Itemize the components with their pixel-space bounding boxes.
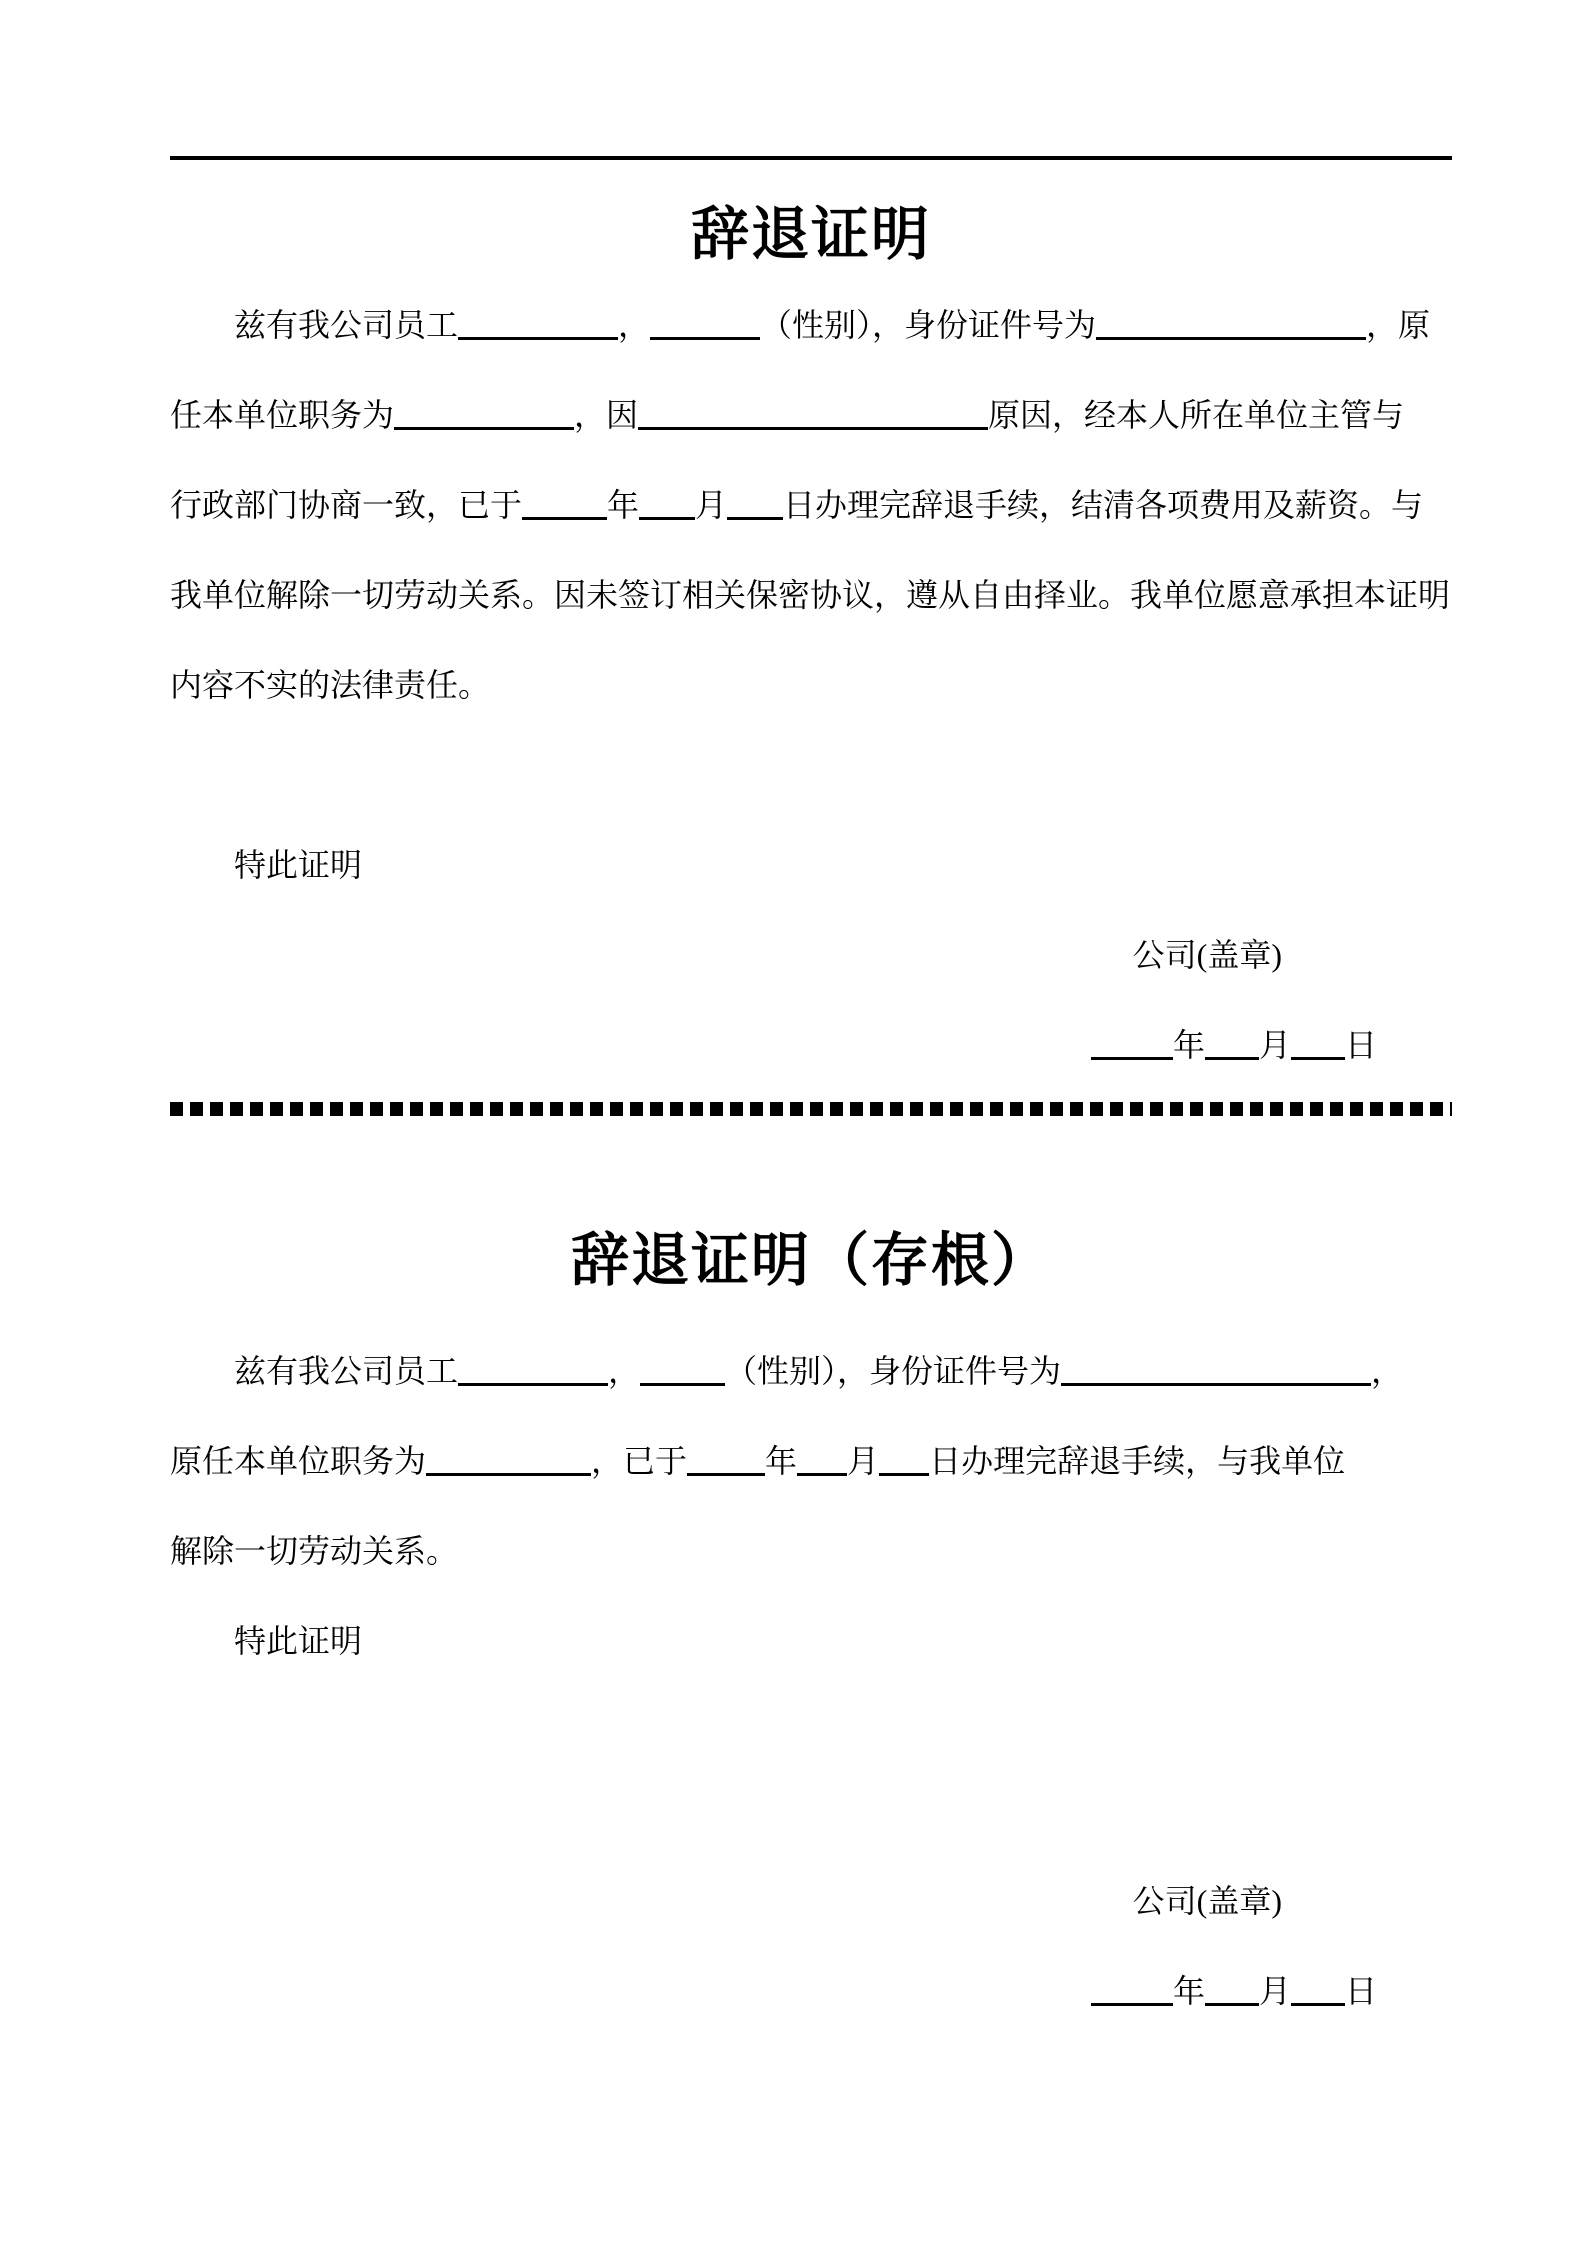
blank-field[interactable] (640, 1353, 725, 1386)
blank-field[interactable] (727, 487, 783, 520)
blank-field[interactable] (1091, 1027, 1173, 1060)
text-run: ， (618, 307, 651, 343)
certificate-body (170, 280, 1452, 730)
text-run: 年 (1172, 1027, 1205, 1063)
stub-section (170, 1216, 1452, 2036)
body-line (170, 640, 1452, 730)
text-run: ，因 (574, 397, 639, 433)
blank-field[interactable] (1096, 307, 1366, 340)
body-line (170, 1416, 1452, 1506)
text-run: 任本单位职务为 (170, 397, 395, 433)
certificate-company-seal-label: 公司(盖章) (1132, 937, 1282, 973)
text-run: 原因，经本人所在单位主管与 (988, 397, 1405, 433)
text-run: 内容不实的法律责任。 (170, 667, 491, 703)
text-run: 我单位解除一切劳动关系。因未签订相关保密协议，遵从自由择业。我单位愿意承担本证明 (170, 577, 1451, 613)
blank-field[interactable] (879, 1443, 929, 1476)
certificate-date-line (170, 1000, 1452, 1090)
text-run: 日办理完辞退手续，与我单位 (929, 1443, 1346, 1479)
blank-field[interactable] (638, 397, 988, 430)
text-run: 月 (1258, 1973, 1291, 2009)
blank-field[interactable] (1061, 1353, 1371, 1386)
text-run: 日 (1344, 1973, 1377, 2009)
blank-field[interactable] (522, 487, 607, 520)
text-run: 年 (1172, 1973, 1205, 2009)
text-run: 年 (765, 1443, 798, 1479)
stub-date-line (170, 1946, 1452, 2036)
text-run: （性别），身份证件号为 (725, 1353, 1062, 1389)
text-run: 行政部门协商一致，已于 (170, 487, 523, 523)
body-line (170, 1506, 1452, 1596)
text-run: （性别），身份证件号为 (760, 307, 1097, 343)
stub-title: 辞退证明（存根） (570, 1228, 1051, 1293)
blank-field[interactable] (426, 1443, 591, 1476)
blank-field[interactable] (650, 307, 760, 340)
blank-field[interactable] (1205, 1027, 1259, 1060)
text-run: 兹有我公司员工 (234, 307, 459, 343)
blank-field[interactable] (458, 1353, 608, 1386)
blank-field[interactable] (1205, 1973, 1259, 2006)
text-run: 原任本单位职务为 (170, 1443, 427, 1479)
blank-field[interactable] (458, 307, 618, 340)
blank-field[interactable] (797, 1443, 847, 1476)
text-run: 兹有我公司员工 (234, 1353, 459, 1389)
certificate-section (170, 190, 1452, 1090)
body-line (170, 550, 1452, 640)
body-line (170, 370, 1452, 460)
text-run: 月 (1258, 1027, 1291, 1063)
stub-company-seal-label: 公司(盖章) (1132, 1883, 1282, 1919)
certificate-title: 辞退证明 (690, 202, 931, 267)
certificate-closing-statement: 特此证明 (234, 847, 363, 883)
blank-field[interactable] (1291, 1973, 1345, 2006)
cut-line-divider (170, 1102, 1452, 1116)
text-run: 日办理完辞退手续，结清各项费用及薪资。与 (783, 487, 1424, 523)
text-run: ，原 (1366, 307, 1431, 343)
text-run: ， (1371, 1353, 1404, 1389)
stub-closing-statement: 特此证明 (234, 1623, 363, 1659)
blank-field[interactable] (639, 487, 695, 520)
text-run: 年 (607, 487, 640, 523)
stub-body (170, 1326, 1452, 1596)
blank-field[interactable] (1291, 1027, 1345, 1060)
header-rule (170, 156, 1452, 160)
body-line (170, 280, 1452, 370)
text-run: ， (608, 1353, 641, 1389)
blank-field[interactable] (1091, 1973, 1173, 2006)
text-run: 月 (847, 1443, 880, 1479)
text-run: 解除一切劳动关系。 (170, 1533, 459, 1569)
body-line (170, 460, 1452, 550)
text-run: 月 (695, 487, 728, 523)
text-run: 日 (1344, 1027, 1377, 1063)
text-run: ，已于 (591, 1443, 688, 1479)
blank-field[interactable] (687, 1443, 765, 1476)
body-line (170, 1326, 1452, 1416)
blank-field[interactable] (394, 397, 574, 430)
